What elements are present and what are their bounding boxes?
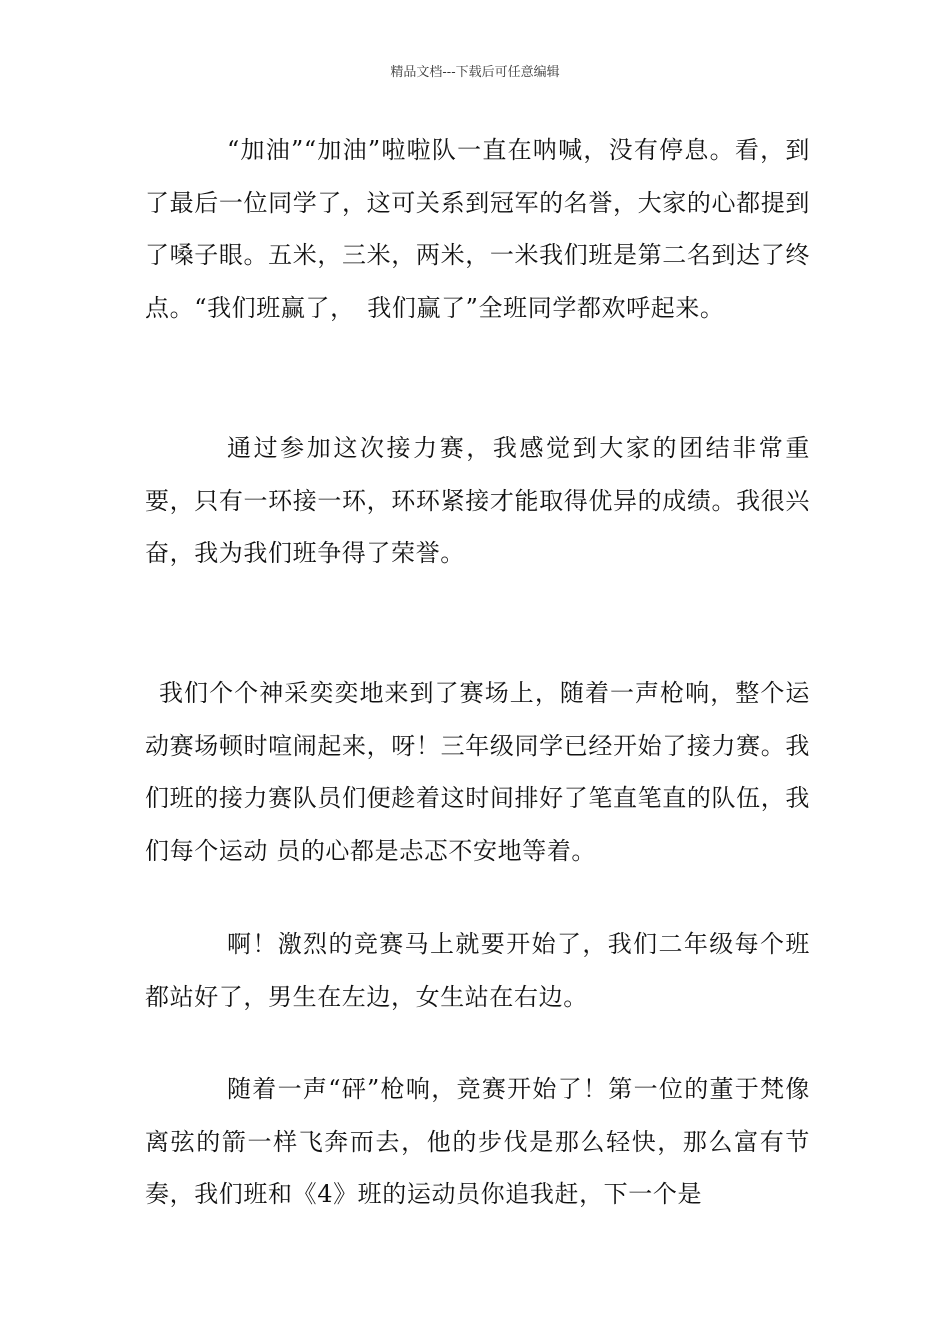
paragraph-3: 我们个个神采奕奕地来到了赛场上，随着一声枪响，整个运动赛场顿时喧闹起来，呀！三年级同学已经开始了接力赛。我们班的接力赛队员们便趁着这时间排好了笔直笔直的队伍，我们每个运动 员的心都是忐忑不安地等着。 [145, 679, 810, 865]
page-header: 精品文档---下载后可任意编辑 [390, 65, 560, 80]
paragraph-2: 通过参加这次接力赛，我感觉到大家的团结非常重要，只有一环接一环，环环紧接才能取得优异的成绩。我很兴奋，我为我们班争得了荣誉。 [145, 434, 810, 567]
paragraph-5: 随着一声“砰”枪响，竞赛开始了！第一位的董于梵像离弦的箭一样飞奔而去，他的步伐是那么轻快，那么富有节奏，我们班和《4》班的运动员你追我赶，下一个是 [145, 1075, 810, 1208]
paragraph-1: “加油”“加油”啦啦队一直在呐喊，没有停息。看，到了最后一位同学了，这可关系到冠军的名誉，大家的心都提到了嗓子眼。五米，三米，两米，一米我们班是第二名到达了终点。“我们班赢了， 我们赢了”全班同学都欢呼起来。 [145, 136, 810, 322]
paragraph-4: 啊！激烈的竞赛马上就要开始了，我们二年级每个班都站好了，男生在左边，女生站在右边。 [145, 930, 810, 1011]
